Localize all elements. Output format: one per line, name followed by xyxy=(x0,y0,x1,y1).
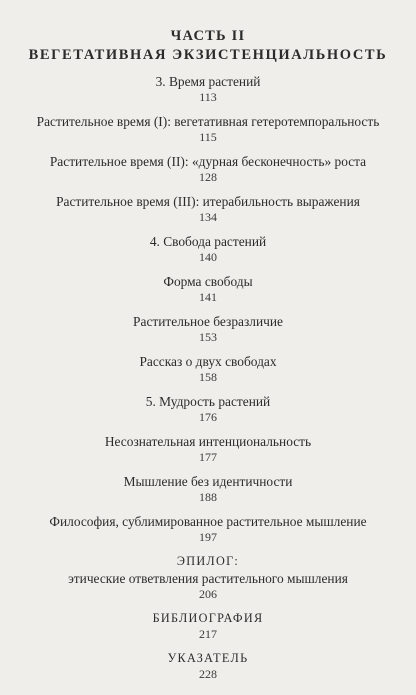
toc-entry[interactable] xyxy=(0,473,416,505)
toc-entry-index[interactable] xyxy=(0,650,416,682)
toc-entry-page: 153 xyxy=(199,330,217,344)
toc-entry-page: 217 xyxy=(199,627,217,641)
toc-entry-page: 140 xyxy=(199,250,217,264)
toc-entry-title: 3. Время растений xyxy=(155,74,261,89)
toc-entry-title: 4. Свобода растений xyxy=(149,234,267,249)
toc-entry-page: 228 xyxy=(199,667,217,681)
toc-entry[interactable] xyxy=(0,433,416,465)
toc-entry-title: Растительное безразличие xyxy=(133,314,283,329)
toc-entry-chapter-3[interactable] xyxy=(0,73,416,105)
toc-entry-page: 134 xyxy=(199,210,217,224)
toc-entry-title: Растительное время (I): вегетативная гетеротемпоральность xyxy=(36,114,380,129)
bibliography-title: БИБЛИОГРАФИЯ xyxy=(152,611,264,625)
toc-entry-chapter-4[interactable] xyxy=(0,233,416,265)
toc-entry-title: Форма свободы xyxy=(163,274,253,289)
part-label: ЧАСТЬ II xyxy=(170,28,246,44)
toc-entry-page: 158 xyxy=(199,370,217,384)
epilogue-title: ЭПИЛОГ: xyxy=(176,554,240,568)
toc-entry-title: Мышление без идентичности xyxy=(123,474,293,489)
toc-entry-chapter-5[interactable] xyxy=(0,393,416,425)
toc-entry-title: Рассказ о двух свободах xyxy=(139,354,277,369)
toc-entry-page: 197 xyxy=(199,530,217,544)
toc-entry[interactable] xyxy=(0,193,416,225)
toc-entry-title: Растительное время (III): итерабильность выражения xyxy=(56,194,360,209)
toc-entry[interactable] xyxy=(0,273,416,305)
index-title: УКАЗАТЕЛЬ xyxy=(167,651,249,665)
toc-entry[interactable] xyxy=(0,313,416,345)
toc-entry-epilogue[interactable] xyxy=(0,553,416,602)
toc-entry-page: 176 xyxy=(199,410,217,424)
toc-entry-page: 177 xyxy=(199,450,217,464)
toc-entry-bibliography[interactable] xyxy=(0,610,416,642)
table-of-contents xyxy=(0,73,416,682)
toc-entry-title: Философия, сублимированное растительное мышление xyxy=(49,514,367,529)
toc-entry-page: 115 xyxy=(199,130,217,144)
toc-entry-page: 206 xyxy=(199,587,217,601)
toc-entry-title: Несознательная интенциональность xyxy=(104,434,312,449)
toc-entry[interactable] xyxy=(0,513,416,545)
part-title: ВЕГЕТАТИВНАЯ ЭКЗИСТЕНЦИАЛЬНОСТЬ xyxy=(28,47,388,63)
toc-entry-title: 5. Мудрость растений xyxy=(145,394,271,409)
toc-entry-page: 113 xyxy=(199,90,217,104)
toc-entry-page: 141 xyxy=(199,290,217,304)
toc-entry[interactable] xyxy=(0,153,416,185)
epilogue-subtitle: этические ответвления растительного мышления xyxy=(68,571,348,586)
toc-entry-title: Растительное время (II): «дурная бесконечность» роста xyxy=(49,154,367,169)
toc-entry[interactable] xyxy=(0,353,416,385)
toc-entry-page: 188 xyxy=(199,490,217,504)
toc-entry[interactable] xyxy=(0,113,416,145)
toc-entry-page: 128 xyxy=(199,170,217,184)
